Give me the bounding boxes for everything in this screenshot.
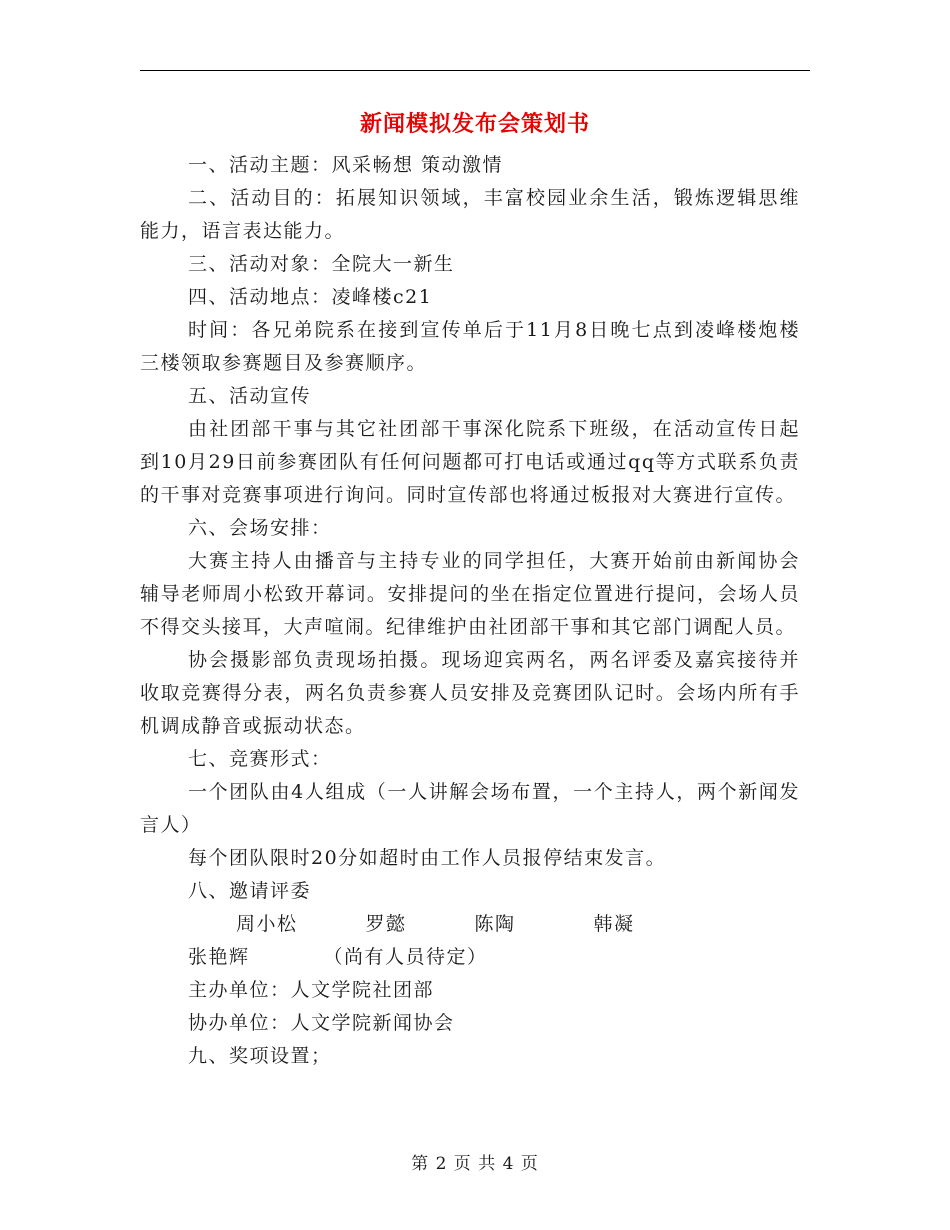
paragraph-venue-photo: 协会摄影部负责现场拍摄。现场迎宾两名，两名评委及嘉宾接待并收取竞赛得分表，两名负责参赛人员安排及竞赛团队记时。会场内所有手机调成静音或振动状态。: [140, 649, 800, 737]
judge-name: 周小松: [236, 913, 298, 935]
judge-name: 罗懿: [365, 913, 407, 935]
paragraph-judges-heading: 八、邀请评委: [188, 880, 312, 902]
judge-name: 陈陶: [474, 913, 516, 935]
paragraph-venue-host: 大赛主持人由播音与主持专业的同学担任，大赛开始前由新闻协会辅导老师周小松致开幕词。安排提问的坐在指定位置进行提问，会场人员不得交头接耳，大声喧闹。纪律维护由社团部干事和其它部门调配人员。: [140, 550, 800, 638]
paragraph-format-heading: 七、竞赛形式：: [188, 748, 332, 770]
paragraph-organizer: 主办单位：人文学院社团部: [188, 979, 435, 1001]
document-title: 新闻模拟发布会策划书: [359, 111, 590, 137]
judges-list: [140, 908, 800, 974]
paragraph-audience: 三、活动对象：全院大一新生: [188, 253, 455, 275]
paragraph-venue-heading: 六、会场安排：: [188, 517, 332, 539]
paragraph-theme: 一、活动主题：风采畅想 策动激情: [188, 154, 504, 176]
judge-name: 韩凝: [593, 913, 635, 935]
page-footer: 第 2 页 共 4 页: [411, 1154, 539, 1174]
paragraph-co-organizer: 协办单位：人文学院新闻协会: [188, 1012, 455, 1034]
paragraph-purpose: 二、活动目的：拓展知识领域，丰富校园业余生活，锻炼逻辑思维能力，语言表达能力。: [140, 187, 800, 242]
judge-name: 张艳辉: [188, 946, 250, 968]
paragraph-publicity-heading: 五、活动宣传: [188, 385, 312, 407]
paragraph-time: 时间：各兄弟院系在接到宣传单后于11月8日晚七点到凌峰楼炮楼三楼领取参赛题目及参赛顺序。: [140, 319, 800, 374]
paragraph-awards-heading: 九、奖项设置；: [188, 1045, 332, 1067]
paragraph-format-team: 一个团队由4人组成（一人讲解会场布置，一个主持人，两个新闻发言人）: [140, 781, 800, 836]
header-rule: [140, 70, 810, 71]
document-body: [140, 149, 800, 1073]
paragraph-format-time: 每个团队限时20分如超时由工作人员报停结束发言。: [188, 847, 667, 869]
paragraph-publicity: 由社团部干事与其它社团部干事深化院系下班级，在活动宣传日起到10月29日前参赛团队有任何问题都可打电话或通过qq等方式联系负责的干事对竞赛事项进行询问。同时宣传部也将通过板报对大赛进行宣传。: [140, 418, 800, 506]
paragraph-location: 四、活动地点：凌峰楼c21: [188, 286, 433, 308]
judges-pending-note: （尚有人员待定）: [323, 946, 488, 968]
